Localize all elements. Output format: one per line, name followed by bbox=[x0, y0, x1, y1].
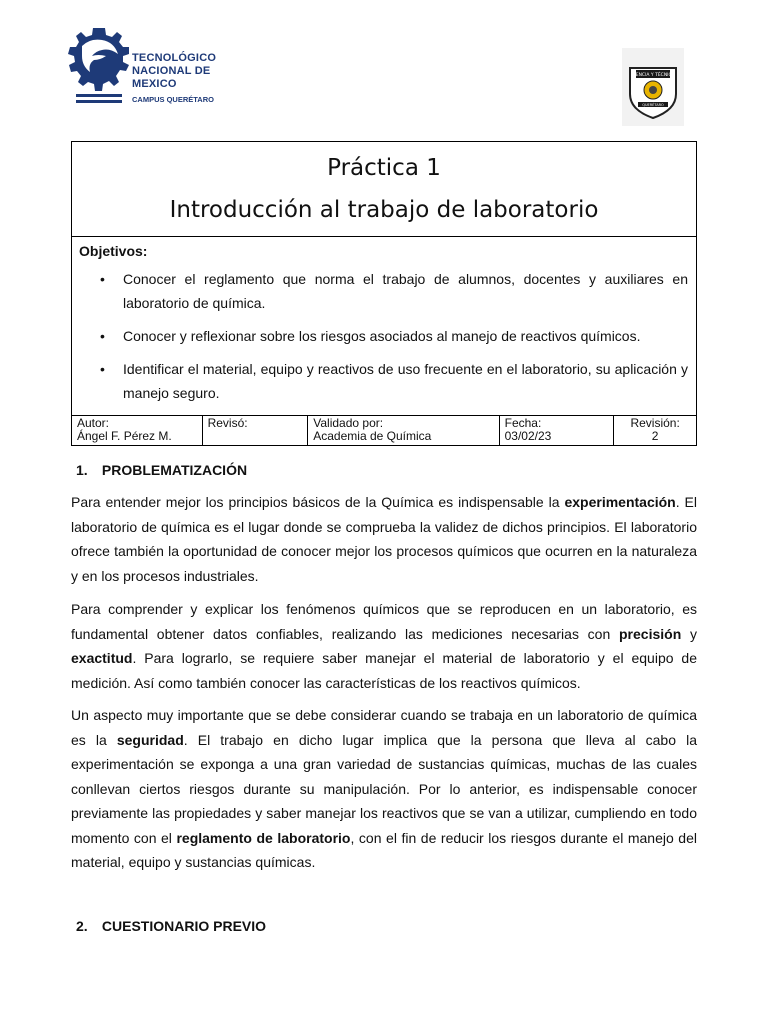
p2-bold: exactitud bbox=[71, 650, 133, 666]
date-label: Fecha: bbox=[504, 416, 542, 430]
p2-text: Para comprender y explicar los fenómenos químicos que se reproducen en un laboratorio, es fundamental obtener datos confiables, realizando las mediciones necesarias con bbox=[71, 601, 697, 642]
practice-title: Introducción al trabajo de laboratorio bbox=[169, 197, 599, 223]
objectives-section bbox=[72, 237, 696, 416]
seal-top-text: CIENCIA Y TÉCNICA bbox=[631, 73, 675, 78]
reviewed-cell bbox=[203, 416, 309, 446]
paragraph-3 bbox=[71, 703, 697, 875]
author-cell bbox=[72, 416, 203, 446]
p1-bold: experimentación bbox=[564, 494, 676, 510]
objectives-list bbox=[79, 267, 689, 405]
logo-line-1: TECNOLÓGICO bbox=[132, 52, 217, 64]
p1-text: . El laboratorio de química es el lugar donde se comprueba la validez de dichos principios. El laboratorio ofrece también la oportunidad de conocer mejor los procesos químicos que ocurren en la naturaleza y en los procesos industriales. bbox=[71, 494, 698, 584]
author-value: Ángel F. Pérez M. bbox=[77, 429, 172, 443]
p1-text: Para entender mejor los principios básicos de la Química es indispensable la bbox=[71, 494, 565, 510]
revision-value: 2 bbox=[651, 429, 659, 443]
tecnm-logo-text bbox=[132, 52, 248, 104]
tecnm-gear-icon bbox=[68, 24, 130, 108]
itq-seal-icon bbox=[622, 48, 684, 126]
meta-row bbox=[72, 416, 696, 446]
paragraph-1 bbox=[71, 490, 697, 588]
p2-text: y bbox=[681, 625, 697, 642]
seal-bottom-text: QUERÉTARO bbox=[642, 103, 664, 107]
p2-bold: precisión bbox=[619, 625, 682, 642]
reviewed-label: Revisó: bbox=[207, 416, 248, 430]
p3-bold: reglamento de laboratorio bbox=[176, 829, 351, 846]
section-1-title: PROBLEMATIZACIÓN bbox=[101, 462, 248, 478]
paragraph-2 bbox=[71, 597, 697, 695]
section-1-number: 1. bbox=[76, 462, 88, 478]
objective-item: • Identificar el material, equipo y reactivos de uso frecuente en el laboratorio, su aplicación y manejo seguro. bbox=[79, 357, 689, 405]
objective-item: • Conocer el reglamento que norma el trabajo de alumnos, docentes y auxiliares en laboratorio de química. bbox=[79, 267, 689, 315]
section-2-title: CUESTIONARIO PREVIO bbox=[101, 918, 267, 934]
date-cell bbox=[500, 416, 615, 446]
p3-bold: seguridad bbox=[116, 731, 184, 748]
title-area bbox=[72, 142, 696, 237]
p3-text: , con el fin de reducir los riesgos durante el manejo del material, equipo y sustancias químicas. bbox=[71, 829, 697, 870]
validated-label: Validado por: bbox=[313, 416, 384, 430]
date-value: 03/02/23 bbox=[504, 429, 552, 443]
practice-number: Práctica 1 bbox=[327, 155, 441, 181]
validated-value: Academia de Química bbox=[313, 429, 432, 443]
author-label: Autor: bbox=[77, 416, 110, 430]
p2-text: . Para lograrlo, se requiere saber manejar el material de laboratorio y el equipo de medición. Así como también conocer las características de los reactivos químicos. bbox=[71, 650, 697, 691]
objective-item: • Conocer y reflexionar sobre los riesgos asociados al manejo de reactivos químicos. bbox=[79, 324, 689, 348]
objectives-label: Objetivos: bbox=[79, 243, 148, 259]
p3-text: Un aspecto muy importante que se debe considerar cuando se trabaja en un laboratorio de química es la bbox=[71, 707, 697, 748]
logo-line-3: CAMPUS QUERÉTARO bbox=[132, 95, 214, 104]
logo-line-2: NACIONAL DE MEXICO bbox=[132, 65, 211, 90]
practice-header-table bbox=[71, 141, 697, 446]
section-2-heading bbox=[76, 918, 266, 934]
section-2-number: 2. bbox=[76, 918, 88, 934]
tecnm-logo bbox=[68, 24, 248, 108]
revision-cell bbox=[614, 416, 696, 446]
validated-cell bbox=[308, 416, 499, 446]
p3-text: . El trabajo en dicho lugar implica que la persona que lleva al cabo la experimentación se exponga a una gran variedad de sustancias químicas, muchas de las cuales conllevan ciertos riesgos durante su manipulación. Por lo anterior, es indispensable conocer previamente las propiedades y saber manejar los reactivos que se van a utilizar, cumpliendo en todo momento con el bbox=[71, 731, 697, 846]
revision-label: Revisión: bbox=[630, 416, 680, 430]
itq-seal-logo bbox=[622, 48, 684, 126]
section-1-heading bbox=[76, 462, 247, 478]
